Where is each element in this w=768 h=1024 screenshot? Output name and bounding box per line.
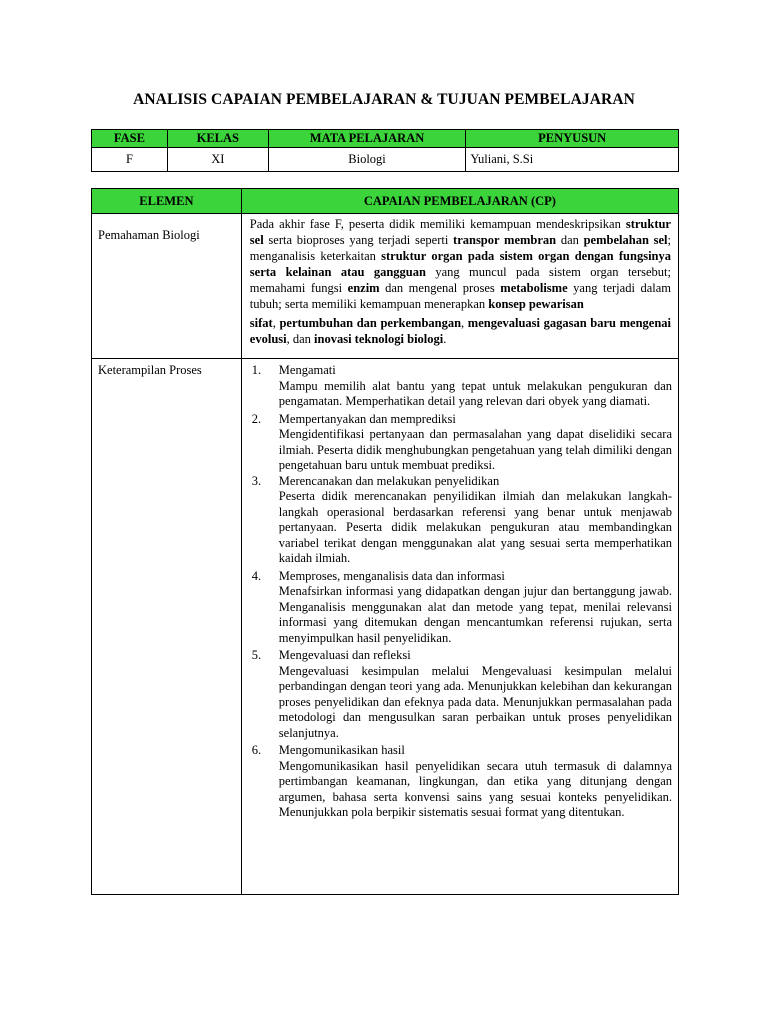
cp-text: dan xyxy=(556,233,584,247)
list-item xyxy=(242,474,678,567)
header-elemen: ELEMEN xyxy=(92,189,242,214)
list-item xyxy=(242,569,678,647)
cp-text: , xyxy=(272,316,280,330)
cp-text: Pada akhir fase F, peserta didik memiliki kemampuan mendeskripsikan xyxy=(249,217,626,231)
cp-pemahaman xyxy=(241,214,678,359)
fase-value: F xyxy=(92,148,168,172)
info-data-row xyxy=(92,148,679,172)
cp-header-row xyxy=(92,189,679,214)
header-fase: FASE xyxy=(92,130,168,148)
cp-text: , xyxy=(461,316,468,330)
step-number: 3. xyxy=(251,473,262,488)
cp-keyword: inovasi teknologi biologi xyxy=(314,332,444,346)
step-title: Merencanakan dan melakukan penyelidikan xyxy=(278,473,500,488)
step-number: 1. xyxy=(251,363,262,377)
step-title: Mempertanyakan dan memprediksi xyxy=(278,411,456,426)
elemen-pemahaman: Pemahaman Biologi xyxy=(92,214,242,359)
cp-keyword: struktur organ pada sistem organ dengan fungsinya serta kelainan atau gangguan xyxy=(249,249,671,279)
cp-table xyxy=(91,188,679,895)
document-title: ANALISIS CAPAIAN PEMBELAJARAN & TUJUAN PEMBELAJARAN xyxy=(133,91,635,108)
cp-keyword: struktur sel xyxy=(249,217,671,247)
step-description: Mengevaluasi kesimpulan melalui Mengevaluasi kesimpulan melalui perbandingan dengan teori yang ada. Menunjukkan kelebihan dan kekurangan proses penyelidikan dan efeknya pada data. Menunjukkan permasalahan pada metodologi dan mengusulkan saran perbaikan untuk proses penyelidikan selanjutnya. xyxy=(278,663,672,740)
cp-keyword: enzim xyxy=(347,281,380,295)
cp-text: dan mengenal proses xyxy=(379,281,501,295)
cp-keyword: pembelahan sel xyxy=(583,233,668,247)
info-header-row xyxy=(92,130,679,148)
step-title: Mengamati xyxy=(278,363,336,377)
cp-text: yang terjadi dalam tubuh; serta memiliki kemampuan menerapkan xyxy=(249,281,671,311)
info-table xyxy=(91,129,679,172)
cp-text: yang muncul pada sistem organ tersebut; memahami fungsi xyxy=(249,265,671,295)
list-item xyxy=(242,363,678,410)
step-description: Mengomunikasikan hasil penyelidikan secara utuh termasuk di dalamnya pertimbangan keamanan, lingkungan, dan etika yang ditunjang dengan argumen, bahasa serta konvensi sains yang sesuai konteks penyelidikan. Menunjukkan pola berpikir sistematis sesuai format yang ditentukan. xyxy=(278,758,672,819)
cp-keyword: transpor membran xyxy=(453,233,557,247)
step-number: 5. xyxy=(251,648,262,662)
cp-text: serta bioproses yang terjadi seperti xyxy=(263,233,454,247)
cp-keyword: sifat xyxy=(249,316,273,330)
cp-keyword: metabolisme xyxy=(500,281,568,295)
step-description: Peserta didik merencanakan penyilidikan ilmiah dan melakukan langkah-langkah operasional berdasarkan referensi yang benar untuk menjawab pertanyaan. Peserta didik melakukan pengukuran atau membandingkan variabel terikat dengan menggunakan alat yang sesuai serta memperhatikan kaidah ilmiah. xyxy=(278,489,672,565)
cp-text: ; menganalisis keterkaitan xyxy=(249,233,671,263)
step-title: Mengomunikasikan hasil xyxy=(278,743,405,757)
step-description: Mampu memilih alat bantu yang tepat untuk melakukan pengukuran dan pengamatan. Memperhatikan detail yang relevan dari obyek yang diamati. xyxy=(278,378,672,408)
header-kelas: KELAS xyxy=(167,130,268,148)
cp-keyword: pertumbuhan dan perkembangan xyxy=(279,316,462,330)
step-number: 6. xyxy=(251,743,262,757)
step-title: Mengevaluasi dan refleksi xyxy=(278,648,411,662)
list-item xyxy=(242,412,678,474)
kelas-value: XI xyxy=(167,148,268,172)
cp-text: . xyxy=(443,332,447,346)
header-penyusun: PENYUSUN xyxy=(466,130,679,148)
list-item xyxy=(242,743,678,821)
elemen-keterampilan: Keterampilan Proses xyxy=(92,359,242,895)
process-steps-list xyxy=(242,363,678,821)
row-keterampilan xyxy=(92,359,679,895)
cp-keterampilan xyxy=(241,359,678,895)
header-capaian: CAPAIAN PEMBELAJARAN (CP) xyxy=(241,189,678,214)
cp-text: , dan xyxy=(286,332,315,346)
step-number: 4. xyxy=(251,568,262,583)
cp-keyword: konsep pewarisan xyxy=(488,297,584,311)
cp-keyword: mengevaluasi gagasan baru mengenai evolusi xyxy=(249,316,672,346)
step-description: Menafsirkan informasi yang didapatkan dengan jujur dan bertanggung jawab. Menganalisis menggunakan alat dan metode yang tepat, menilai relevansi informasi yang ditemukan dengan mencantumkan referensi rujukan, serta menyimpulkan hasil penyelidikan. xyxy=(278,584,672,645)
mata-pelajaran-value: Biologi xyxy=(268,148,466,172)
list-item xyxy=(242,648,678,741)
row-pemahaman xyxy=(92,214,679,359)
step-number: 2. xyxy=(251,411,262,426)
cp-line-2 xyxy=(250,315,671,347)
step-description: Mengidentifikasi pertanyaan dan permasalahan yang dapat diselidiki secara ilmiah. Peserta didik menghubungkan pengetahuan yang telah dimiliki dengan pengetahuan baru untuk membuat prediksi. xyxy=(278,427,672,472)
step-title: Memproses, menganalisis data dan informasi xyxy=(278,568,505,583)
header-mata-pelajaran: MATA PELAJARAN xyxy=(268,130,466,148)
penyusun-value: Yuliani, S.Si xyxy=(466,148,679,172)
